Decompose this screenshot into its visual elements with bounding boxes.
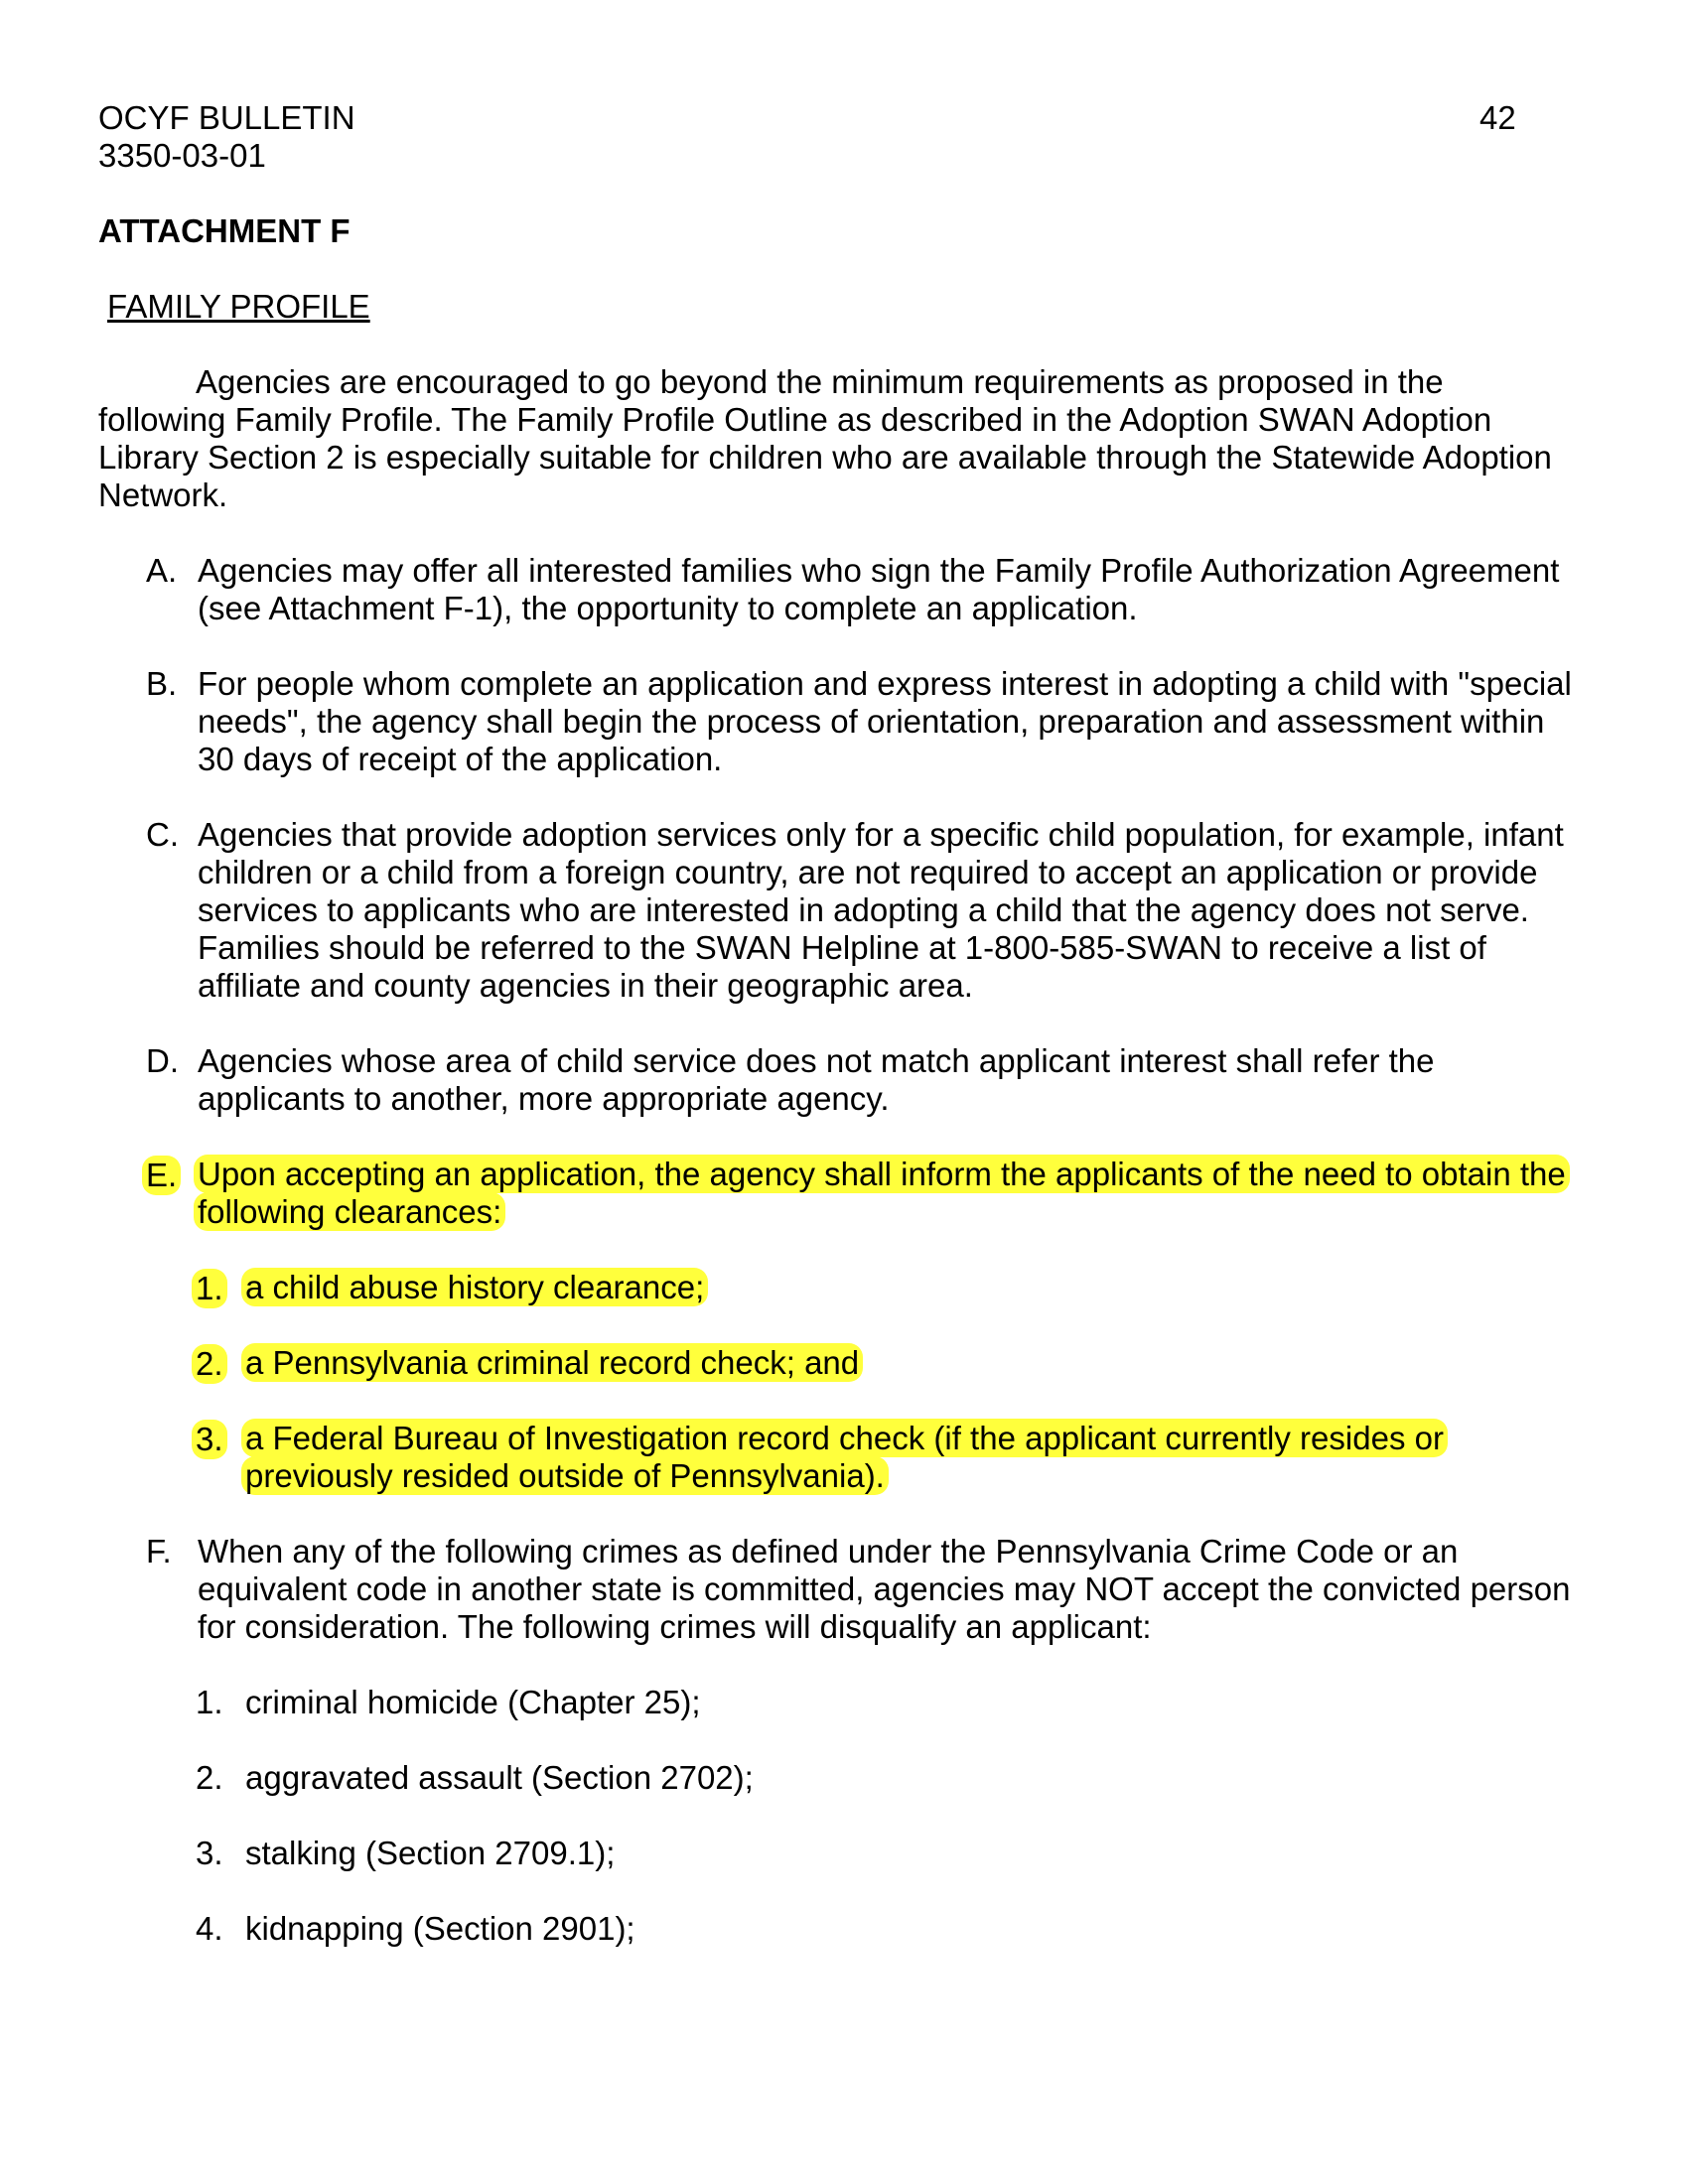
item-line: When any of the following crimes as defined under the Pennsylvania Crime Code or an [198, 1533, 1459, 1570]
item-line: affiliate and county agencies in their geographic area. [198, 967, 973, 1004]
sub-item-label: 2. [192, 1344, 227, 1384]
intro-line: Library Section 2 is especially suitable for children who are available through the Statewide Adoption [98, 439, 1552, 476]
item-line: Agencies that provide adoption services only for a specific child population, for example, infant [198, 816, 1564, 853]
sub-item-line: kidnapping (Section 2901); [245, 1910, 635, 1947]
bulletin-number: 3350-03-01 [98, 137, 266, 174]
page-number: 42 [1479, 99, 1516, 136]
sub-item-line-highlighted: a child abuse history clearance; [241, 1268, 708, 1306]
sub-item-line: criminal homicide (Chapter 25); [245, 1684, 701, 1720]
item-line: For people whom complete an application and express interest in adopting a child with "special [198, 665, 1572, 702]
sub-item-label: 1. [192, 1269, 227, 1308]
sub-item-label: 3. [196, 1835, 223, 1871]
intro-line: following Family Profile. The Family Profile Outline as described in the Adoption SWAN Adoption [98, 401, 1492, 438]
sub-item-label: 2. [196, 1759, 223, 1796]
item-line: children or a child from a foreign country, are not required to accept an application or provide [198, 854, 1538, 890]
item-label: A. [146, 552, 178, 589]
item-line: needs", the agency shall begin the process of orientation, preparation and assessment within [198, 703, 1545, 740]
bulletin-label: OCYF BULLETIN [98, 99, 355, 136]
section-title: FAMILY PROFILE [107, 288, 370, 325]
intro-line: Network. [98, 477, 228, 513]
attachment-title: ATTACHMENT F [98, 212, 351, 249]
item-label: F. [146, 1533, 172, 1570]
item-line-highlighted: following clearances: [194, 1192, 505, 1231]
item-line: for consideration. The following crimes will disqualify an applicant: [198, 1608, 1152, 1645]
sub-item-line-highlighted: a Pennsylvania criminal record check; and [241, 1343, 863, 1382]
sub-item-label: 1. [196, 1684, 223, 1720]
item-line: applicants to another, more appropriate agency. [198, 1080, 890, 1117]
item-label: E. [142, 1156, 181, 1195]
item-line: equivalent code in another state is committed, agencies may NOT accept the convicted person [198, 1570, 1571, 1607]
item-line: Agencies may offer all interested families who sign the Family Profile Authorization Agreement [198, 552, 1560, 589]
item-line: Agencies whose area of child service does not match applicant interest shall refer the [198, 1042, 1435, 1079]
sub-item-line-highlighted: previously resided outside of Pennsylvania). [241, 1456, 889, 1495]
item-line: (see Attachment F-1), the opportunity to complete an application. [198, 590, 1138, 626]
item-label: D. [146, 1042, 179, 1079]
item-line: Families should be referred to the SWAN Helpline at 1-800-585-SWAN to receive a list of [198, 929, 1486, 966]
sub-item-label: 3. [192, 1420, 227, 1459]
item-line: services to applicants who are interested in adopting a child that the agency does not serve. [198, 891, 1529, 928]
item-line: 30 days of receipt of the application. [198, 741, 723, 777]
sub-item-label: 4. [196, 1910, 223, 1947]
intro-line: Agencies are encouraged to go beyond the minimum requirements as proposed in the [196, 363, 1444, 400]
item-label: C. [146, 816, 179, 853]
sub-item-line: aggravated assault (Section 2702); [245, 1759, 754, 1796]
intro-paragraph [98, 363, 1588, 514]
item-label: B. [146, 665, 178, 702]
sub-item-line-highlighted: a Federal Bureau of Investigation record check (if the applicant currently resides or [241, 1419, 1448, 1457]
item-line-highlighted: Upon accepting an application, the agency shall inform the applicants of the need to obtain the [194, 1155, 1570, 1193]
sub-item-line: stalking (Section 2709.1); [245, 1835, 616, 1871]
